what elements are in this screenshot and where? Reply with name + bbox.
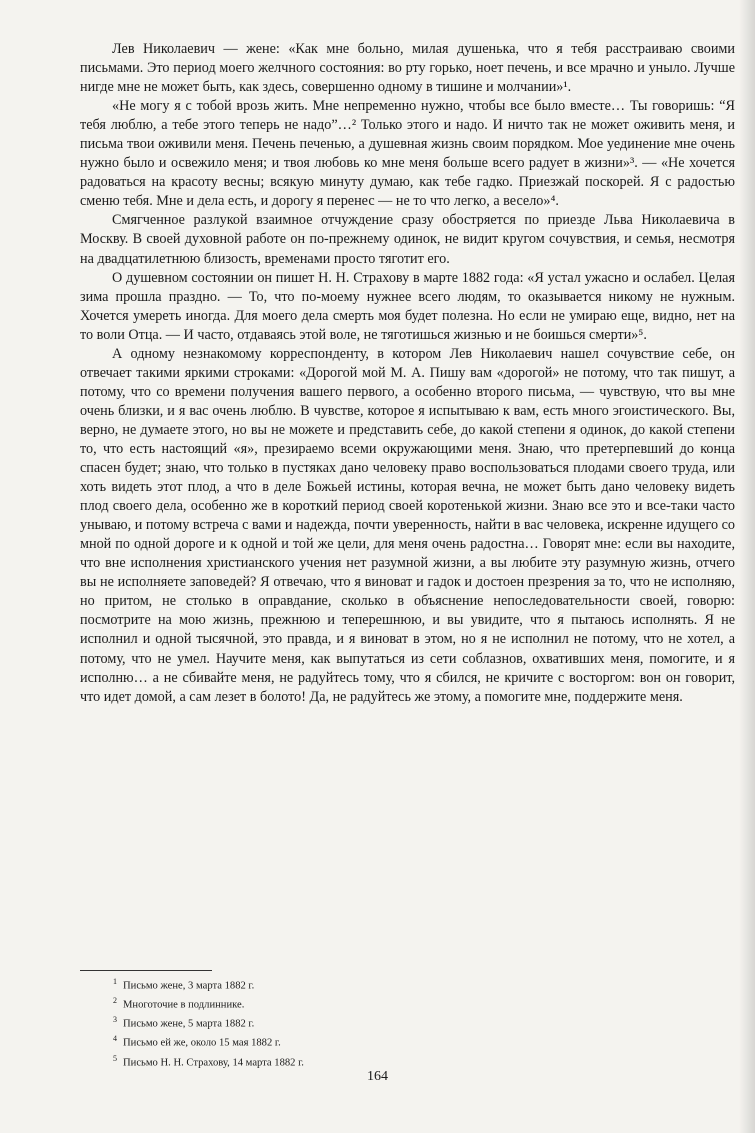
footnote-mark: 3 xyxy=(113,1015,117,1025)
footnote-mark: 5 xyxy=(113,1053,117,1063)
footnote-text: Письмо жене, 5 марта 1882 г. xyxy=(123,1018,255,1030)
main-text xyxy=(80,40,735,707)
footnote-mark: 4 xyxy=(113,1034,117,1044)
footnote-text: Письмо ей же, около 15 мая 1882 г. xyxy=(123,1037,281,1049)
footnote xyxy=(80,975,580,994)
footnote-divider xyxy=(80,970,212,971)
paragraph: А одному незнакомому корреспонденту, в котором Лев Николаевич нашел сочувствие себе, он отвечает такими яркими строками: «Дорогой мой М. А. Пишу вам «дорогой» не потому, что так пишут, а потому, что со времени получения вашего первого, а особенно второго письма, — чувствую, что вы мне очень близки, и я вас очень люблю. В чувстве, которое я испытываю к вам, есть много эгоистического. Вы, верно, не думаете этого, но вы не можете и представить себе, до какой степени я одинок, до какой степени то, что есть настоящий «я», презираемо всеми окружающими меня. Знаю, что претерпевший до конца спасен будет; знаю, что только в пустяках дано человеку право воспользоваться плодами своего труда, или хоть видеть этот плод, а что в деле Божьей истины, которая вечна, не может быть дано человеку видеть плод своего дела, особенно же в короткий период своей коротенькой жизни. Знаю все это и все-таки часто унываю, и потому встреча с вами и надежда, почти уверенность, найти в вас человека, искренне идущего со мной по одной дороге и к одной и той же цели, для меня очень радостна… Говорят мне: если вы находите, что вне исполнения христианского учения нет разумной жизни, а вы любите эту разумную жизнь, отчего вы не исполняете заповедей? Я отвечаю, что я виноват и гадок и достоен презрения за то, что не исполняю, но притом, не столько в оправдание, сколько в объяснение непоследовательности своей, говорю: посмотрите на мою жизнь, прежнюю и теперешнюю, и вы увидите, что я пытаюсь исполнять. Я не исполнил и одной тысячной, это правда, и я виноват в этом, но я не исполнил не потому, что не хотел, а потому, что не умел. Научите меня, как выпутаться из сети соблазнов, охвативших меня, помогите, и я исполню… а не сбивайте меня, не радуйтесь тому, что я сбился, не кричите с восторгом: вон он говорит, что идет домой, а сам лезет в болото! Да, не радуйтесь же этому, а помогите мне, поддержите меня. xyxy=(80,345,735,705)
page-edge-shadow xyxy=(739,0,755,1133)
footnote xyxy=(80,1032,580,1051)
paragraph: Лев Николаевич — жене: «Как мне больно, милая душенька, что я тебя расстраиваю своими письмами. Это период моего желчного состояния: во рту горько, ноет печень, и все мрачно и уныло. Лучше нигде мне не может быть, как здесь, совершенно одному в тишине и молчании»¹. xyxy=(80,41,735,96)
footnote-text: Письмо Н. Н. Страхову, 14 марта 1882 г. xyxy=(123,1057,304,1069)
footnote-mark: 1 xyxy=(113,977,117,986)
footnote xyxy=(80,1013,580,1032)
footnote-text: Письмо жене, 3 марта 1882 г. xyxy=(123,980,255,992)
page-number: 164 xyxy=(367,1069,388,1084)
footnote-text: Многоточие в подлиннике. xyxy=(123,999,245,1011)
paragraph: «Не могу я с тобой врозь жить. Мне непременно нужно, чтобы все было вместе… Ты говоришь: “Я тебя люблю, а тебе этого теперь не надо”…² Только этого и надо. И ничто так не может оживить меня, и письма твои оживили меня. Печень печенью, а душевная жизнь своим порядком. Мое уединение мне очень нужно было и освежило меня; и твоя любовь ко мне меня больше всего радует в жизни»³. — «Не хочется радоваться на красоту весны; всякую минуту думаю, как тебе гадко. Приезжай поскорей. Я с радостью сменю тебя. Мне и дела есть, и дорогу я перенес — не то что легко, а весело»⁴. xyxy=(80,98,735,210)
footnote-mark: 2 xyxy=(113,996,117,1006)
footnote xyxy=(80,1052,580,1071)
footnotes xyxy=(80,975,580,1071)
paragraph: Смягченное разлукой взаимное отчуждение сразу обостряется по приезде Льва Николаевича в Москву. В своей духовной работе он по-прежнему одинок, не видит кругом сочувствия, и семья, несмотря на двадцатилетнюю близость, временами просто тяготит его. xyxy=(80,212,735,267)
paragraph: О душевном состоянии он пишет Н. Н. Страхову в марте 1882 года: «Я устал ужасно и ослабел. Целая зима прошла праздно. — То, что по-моему нужнее всего людям, то оказывается никому не нужным. Хочется умереть иногда. Для моего дела смерть моя будет полезна. Но если не умираю еще, видно, нет на то воли Отца. — И часто, отдаваясь этой воле, не тяготишься жизнью и не боишься смерти»⁵. xyxy=(80,269,735,343)
footnote xyxy=(80,994,580,1013)
